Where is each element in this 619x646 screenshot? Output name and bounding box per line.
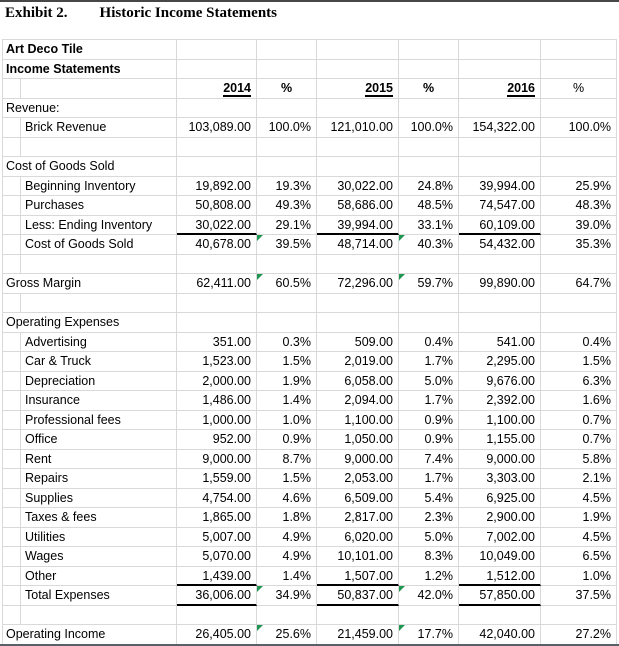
indent-cell (3, 547, 21, 567)
amount-cell: 39,994.00 (317, 216, 399, 236)
amount-cell: 154,322.00 (459, 118, 541, 138)
percent-cell: 4.9% (257, 547, 317, 567)
percent-cell: 4.6% (257, 489, 317, 509)
row-label-cost-of-goods-sold: Cost of Goods Sold (3, 157, 177, 177)
percent-cell: 6.3% (541, 372, 617, 392)
label-header-cell (21, 79, 177, 99)
amount-cell: 26,405.00 (177, 625, 257, 645)
empty-cell (459, 294, 541, 314)
amount-cell: 1,559.00 (177, 469, 257, 489)
empty-indent-cell (3, 606, 21, 626)
amount-cell: 72,296.00 (317, 274, 399, 294)
empty-indent-cell (3, 255, 21, 275)
empty-cell (541, 157, 617, 177)
empty-cell (177, 99, 257, 119)
empty-cell (459, 606, 541, 626)
empty-cell (257, 294, 317, 314)
percent-cell: 1.7% (399, 391, 459, 411)
amount-cell: 30,022.00 (177, 216, 257, 236)
exhibit-name: Historic Income Statements (99, 5, 277, 21)
amount-cell: 48,714.00 (317, 235, 399, 255)
percent-cell: 4.5% (541, 489, 617, 509)
percent-cell: 0.9% (399, 411, 459, 431)
green-triangle-icon (399, 625, 405, 631)
indent-cell (3, 567, 21, 587)
amount-cell: 2,900.00 (459, 508, 541, 528)
empty-label-cell (21, 606, 177, 626)
amount-cell: 5,070.00 (177, 547, 257, 567)
green-triangle-icon (257, 586, 263, 592)
amount-cell: 6,058.00 (317, 372, 399, 392)
indent-cell (3, 177, 21, 197)
percent-cell: 1.5% (541, 352, 617, 372)
green-triangle-icon (399, 235, 405, 241)
amount-cell: 509.00 (317, 333, 399, 353)
amount-cell: 6,020.00 (317, 528, 399, 548)
percent-cell: 0.3% (257, 333, 317, 353)
amount-cell: 2,019.00 (317, 352, 399, 372)
amount-cell: 7,002.00 (459, 528, 541, 548)
row-label-income-statements: Income Statements (3, 60, 177, 80)
amount-cell: 952.00 (177, 430, 257, 450)
percent-cell: 1.6% (541, 391, 617, 411)
percent-cell: 0.9% (399, 430, 459, 450)
percent-header: % (541, 79, 617, 99)
percent-cell: 59.7% (399, 274, 459, 294)
amount-cell: 2,053.00 (317, 469, 399, 489)
percent-header: % (399, 79, 459, 99)
amount-cell: 1,155.00 (459, 430, 541, 450)
amount-cell: 40,678.00 (177, 235, 257, 255)
amount-cell: 2,094.00 (317, 391, 399, 411)
amount-cell: 57,850.00 (459, 586, 541, 606)
empty-cell (177, 157, 257, 177)
percent-cell: 1.4% (257, 391, 317, 411)
empty-cell (257, 99, 317, 119)
empty-cell (317, 606, 399, 626)
empty-cell (399, 40, 459, 60)
empty-cell (541, 40, 617, 60)
amount-cell: 10,049.00 (459, 547, 541, 567)
empty-cell (257, 157, 317, 177)
percent-cell: 1.9% (257, 372, 317, 392)
empty-cell (541, 138, 617, 158)
percent-cell: 35.3% (541, 235, 617, 255)
empty-indent-cell (3, 138, 21, 158)
empty-label-cell (21, 138, 177, 158)
exhibit-number: Exhibit 2. (5, 5, 68, 21)
row-label-other: Other (21, 567, 177, 587)
empty-cell (459, 138, 541, 158)
percent-cell: 0.7% (541, 430, 617, 450)
green-triangle-icon (257, 625, 263, 631)
indent-cell (3, 391, 21, 411)
empty-cell (317, 294, 399, 314)
empty-cell (399, 99, 459, 119)
row-label-gross-margin: Gross Margin (3, 274, 177, 294)
indent-cell (3, 469, 21, 489)
empty-cell (459, 40, 541, 60)
amount-cell: 121,010.00 (317, 118, 399, 138)
amount-cell: 10,101.00 (317, 547, 399, 567)
empty-cell (317, 40, 399, 60)
empty-cell (317, 255, 399, 275)
percent-cell: 0.4% (399, 333, 459, 353)
amount-cell: 9,000.00 (459, 450, 541, 470)
row-label-art-deco-tile: Art Deco Tile (3, 40, 177, 60)
exhibit-title (5, 5, 277, 22)
row-label-repairs: Repairs (21, 469, 177, 489)
empty-indent-cell (3, 294, 21, 314)
percent-cell: 49.3% (257, 196, 317, 216)
percent-cell: 5.0% (399, 528, 459, 548)
empty-cell (177, 606, 257, 626)
indent-cell (3, 372, 21, 392)
year-header-2015 (317, 79, 399, 99)
percent-cell: 1.7% (399, 352, 459, 372)
percent-cell: 5.4% (399, 489, 459, 509)
row-label-beginning-inventory: Beginning Inventory (21, 177, 177, 197)
indent-cell (3, 508, 21, 528)
percent-cell: 5.0% (399, 372, 459, 392)
amount-cell: 39,994.00 (459, 177, 541, 197)
indent-cell (3, 216, 21, 236)
empty-cell (257, 138, 317, 158)
row-label-supplies: Supplies (21, 489, 177, 509)
percent-cell: 4.5% (541, 528, 617, 548)
empty-cell (459, 157, 541, 177)
amount-cell: 1,512.00 (459, 567, 541, 587)
percent-cell: 40.3% (399, 235, 459, 255)
percent-cell: 1.7% (399, 469, 459, 489)
percent-cell: 0.7% (541, 411, 617, 431)
percent-cell: 17.7% (399, 625, 459, 645)
corner-cell (3, 79, 21, 99)
empty-cell (399, 60, 459, 80)
row-label-revenue: Revenue: (3, 99, 177, 119)
empty-cell (257, 60, 317, 80)
percent-cell: 2.3% (399, 508, 459, 528)
percent-cell: 1.4% (257, 567, 317, 587)
amount-cell: 99,890.00 (459, 274, 541, 294)
empty-cell (257, 255, 317, 275)
amount-cell: 54,432.00 (459, 235, 541, 255)
empty-cell (257, 313, 317, 333)
indent-cell (3, 235, 21, 255)
percent-cell: 60.5% (257, 274, 317, 294)
empty-cell (317, 99, 399, 119)
percent-cell: 100.0% (541, 118, 617, 138)
empty-cell (399, 313, 459, 333)
percent-cell: 39.5% (257, 235, 317, 255)
empty-cell (541, 99, 617, 119)
empty-cell (257, 40, 317, 60)
empty-cell (399, 294, 459, 314)
amount-cell: 30,022.00 (317, 177, 399, 197)
empty-cell (177, 294, 257, 314)
indent-cell (3, 528, 21, 548)
percent-cell: 64.7% (541, 274, 617, 294)
row-label-operating-expenses: Operating Expenses (3, 313, 177, 333)
year-header-label: 2014 (223, 81, 251, 95)
row-label-total-expenses: Total Expenses (21, 586, 177, 606)
row-label-office: Office (21, 430, 177, 450)
empty-cell (317, 313, 399, 333)
percent-cell: 2.1% (541, 469, 617, 489)
percent-cell: 1.5% (257, 469, 317, 489)
indent-cell (3, 118, 21, 138)
percent-cell: 48.3% (541, 196, 617, 216)
amount-cell: 36,006.00 (177, 586, 257, 606)
empty-cell (257, 606, 317, 626)
amount-cell: 1,100.00 (459, 411, 541, 431)
empty-cell (317, 157, 399, 177)
percent-cell: 37.5% (541, 586, 617, 606)
empty-cell (177, 255, 257, 275)
amount-cell: 1,000.00 (177, 411, 257, 431)
amount-cell: 6,509.00 (317, 489, 399, 509)
empty-cell (177, 138, 257, 158)
amount-cell: 1,100.00 (317, 411, 399, 431)
percent-header: % (257, 79, 317, 99)
percent-cell: 24.8% (399, 177, 459, 197)
indent-cell (3, 450, 21, 470)
amount-cell: 2,392.00 (459, 391, 541, 411)
row-label-brick-revenue: Brick Revenue (21, 118, 177, 138)
amount-cell: 2,000.00 (177, 372, 257, 392)
row-label-rent: Rent (21, 450, 177, 470)
empty-cell (177, 40, 257, 60)
green-triangle-icon (257, 274, 263, 280)
percent-cell: 1.0% (257, 411, 317, 431)
empty-cell (399, 255, 459, 275)
percent-cell: 1.8% (257, 508, 317, 528)
amount-cell: 9,000.00 (177, 450, 257, 470)
indent-cell (3, 333, 21, 353)
green-triangle-icon (399, 586, 405, 592)
year-header-label: 2015 (365, 81, 393, 95)
percent-cell: 100.0% (399, 118, 459, 138)
empty-label-cell (21, 255, 177, 275)
row-label-utilities: Utilities (21, 528, 177, 548)
empty-cell (541, 313, 617, 333)
amount-cell: 1,050.00 (317, 430, 399, 450)
indent-cell (3, 196, 21, 216)
percent-cell: 25.9% (541, 177, 617, 197)
empty-cell (541, 255, 617, 275)
amount-cell: 6,925.00 (459, 489, 541, 509)
percent-cell: 6.5% (541, 547, 617, 567)
empty-cell (399, 138, 459, 158)
percent-cell: 33.1% (399, 216, 459, 236)
amount-cell: 9,000.00 (317, 450, 399, 470)
row-label-cost-of-goods-sold: Cost of Goods Sold (21, 235, 177, 255)
percent-cell: 8.7% (257, 450, 317, 470)
amount-cell: 103,089.00 (177, 118, 257, 138)
amount-cell: 2,817.00 (317, 508, 399, 528)
empty-cell (317, 138, 399, 158)
amount-cell: 3,303.00 (459, 469, 541, 489)
indent-cell (3, 430, 21, 450)
row-label-advertising: Advertising (21, 333, 177, 353)
amount-cell: 21,459.00 (317, 625, 399, 645)
amount-cell: 4,754.00 (177, 489, 257, 509)
amount-cell: 9,676.00 (459, 372, 541, 392)
amount-cell: 5,007.00 (177, 528, 257, 548)
row-label-purchases: Purchases (21, 196, 177, 216)
percent-cell: 5.8% (541, 450, 617, 470)
percent-cell: 48.5% (399, 196, 459, 216)
empty-cell (177, 313, 257, 333)
empty-cell (459, 313, 541, 333)
percent-cell: 19.3% (257, 177, 317, 197)
row-label-depreciation: Depreciation (21, 372, 177, 392)
empty-cell (177, 60, 257, 80)
amount-cell: 50,808.00 (177, 196, 257, 216)
year-header-2014 (177, 79, 257, 99)
percent-cell: 27.2% (541, 625, 617, 645)
percent-cell: 0.9% (257, 430, 317, 450)
percent-cell: 1.0% (541, 567, 617, 587)
row-label-operating-income: Operating Income (3, 625, 177, 645)
empty-cell (399, 606, 459, 626)
percent-cell: 42.0% (399, 586, 459, 606)
empty-cell (317, 60, 399, 80)
amount-cell: 1,865.00 (177, 508, 257, 528)
percent-cell: 0.4% (541, 333, 617, 353)
percent-cell: 100.0% (257, 118, 317, 138)
amount-cell: 60,109.00 (459, 216, 541, 236)
row-label-taxes-fees: Taxes & fees (21, 508, 177, 528)
percent-cell: 1.5% (257, 352, 317, 372)
row-label-less-ending-inventory: Less: Ending Inventory (21, 216, 177, 236)
empty-cell (399, 157, 459, 177)
percent-cell: 39.0% (541, 216, 617, 236)
row-label-professional-fees: Professional fees (21, 411, 177, 431)
year-header-2016 (459, 79, 541, 99)
indent-cell (3, 586, 21, 606)
indent-cell (3, 489, 21, 509)
empty-cell (459, 60, 541, 80)
empty-cell (541, 60, 617, 80)
green-triangle-icon (257, 235, 263, 241)
amount-cell: 1,523.00 (177, 352, 257, 372)
year-header-label: 2016 (507, 81, 535, 95)
row-label-wages: Wages (21, 547, 177, 567)
percent-cell: 4.9% (257, 528, 317, 548)
amount-cell: 541.00 (459, 333, 541, 353)
spreadsheet (2, 39, 617, 645)
indent-cell (3, 352, 21, 372)
amount-cell: 58,686.00 (317, 196, 399, 216)
amount-cell: 50,837.00 (317, 586, 399, 606)
top-rule (0, 0, 619, 2)
empty-cell (459, 255, 541, 275)
green-triangle-icon (399, 274, 405, 280)
indent-cell (3, 411, 21, 431)
empty-label-cell (21, 294, 177, 314)
empty-cell (541, 294, 617, 314)
row-label-insurance: Insurance (21, 391, 177, 411)
amount-cell: 1,486.00 (177, 391, 257, 411)
percent-cell: 1.2% (399, 567, 459, 587)
percent-cell: 8.3% (399, 547, 459, 567)
empty-cell (541, 606, 617, 626)
empty-cell (459, 99, 541, 119)
percent-cell: 34.9% (257, 586, 317, 606)
amount-cell: 62,411.00 (177, 274, 257, 294)
amount-cell: 19,892.00 (177, 177, 257, 197)
amount-cell: 74,547.00 (459, 196, 541, 216)
amount-cell: 1,507.00 (317, 567, 399, 587)
amount-cell: 351.00 (177, 333, 257, 353)
amount-cell: 1,439.00 (177, 567, 257, 587)
amount-cell: 42,040.00 (459, 625, 541, 645)
percent-cell: 29.1% (257, 216, 317, 236)
row-label-car-truck: Car & Truck (21, 352, 177, 372)
percent-cell: 7.4% (399, 450, 459, 470)
amount-cell: 2,295.00 (459, 352, 541, 372)
percent-cell: 25.6% (257, 625, 317, 645)
percent-cell: 1.9% (541, 508, 617, 528)
